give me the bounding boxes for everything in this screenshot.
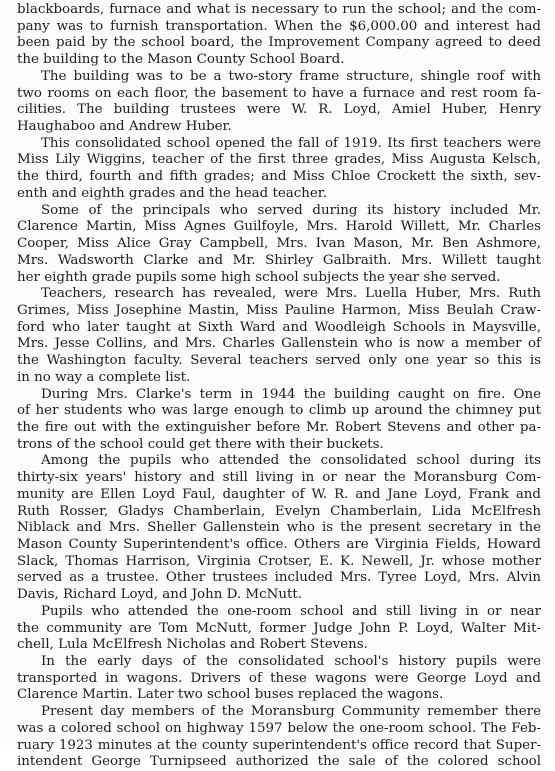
text-line: the Washington faculty. Several teachers served only one year so this is — [17, 353, 541, 369]
text-line: enth and eighth grades and the head teacher. — [17, 185, 327, 201]
text-line: was a colored school on highway 1597 below the one-room school. The Feb- — [17, 720, 541, 736]
text-line: Pupils who attended the one-room school and still living in or near — [41, 603, 541, 619]
text-line: ford who later taught at Sixth Ward and Woodleigh Schools in Maysville, — [17, 319, 541, 335]
text-line: Niblack and Mrs. Sheller Gallenstein who is the present secretary in the — [17, 520, 541, 536]
text-line: Teachers, research has revealed, were Mrs. Luella Huber, Mrs. Ruth — [41, 286, 541, 302]
text-line: Clarence Martin, Miss Agnes Guilfoyle, Mrs. Harold Willett, Mr. Charles — [17, 219, 541, 235]
text-line: During Mrs. Clarke's term in 1944 the building caught on fire. One — [41, 386, 541, 402]
text-block — [17, 2, 541, 771]
text-line: in no way a complete list. — [17, 369, 191, 385]
text-line: served as a trustee. Other trustees included Mrs. Tyree Loyd, Mrs. Alvin — [17, 570, 541, 586]
text-line: This consolidated school opened the fall of 1919. Its first teachers were — [41, 135, 541, 151]
text-line: the third, fourth and fifth grades; and Miss Chloe Crockett the sixth, sev- — [17, 169, 541, 185]
text-line: chell, Lula McElfresh Nicholas and Robert Stevens. — [17, 637, 368, 653]
text-line: ruary 1923 minutes at the county superintendent's office record that Super- — [17, 737, 541, 753]
text-line: trons of the school could get there with their buckets. — [17, 436, 384, 452]
text-line: Among the pupils who attended the consolidated school during its — [41, 453, 541, 469]
text-line: thirty-six years' history and still living in or near the Moransburg Com- — [17, 470, 541, 486]
text-line: Cooper, Miss Alice Gray Campbell, Mrs. Ivan Mason, Mr. Ben Ashmore, — [17, 236, 541, 252]
text-line: In the early days of the consolidated school's history pupils were — [41, 654, 541, 670]
text-line: Slack, Thomas Harrison, Virginia Crotser, E. K. Newell, Jr. whose mother — [17, 553, 541, 569]
text-line: Mrs. Wadsworth Clarke and Mr. Shirley Galbraith. Mrs. Willett taught — [17, 252, 541, 268]
text-line: her eighth grade pupils some high school subjects the year she served. — [17, 269, 501, 285]
text-line: Clarence Martin. Later two school buses replaced the wagons. — [17, 687, 444, 703]
text-line: pany was to furnish transportation. When the $6,000.00 and interest had — [17, 18, 541, 34]
text-line: Grimes, Miss Josephine Mastin, Miss Pauline Harmon, Miss Beulah Craw- — [17, 302, 541, 318]
text-line: transported in wagons. Drivers of these wagons were George Loyd and — [17, 670, 541, 686]
text-line: been paid by the school board, the Improvement Company agreed to deed — [17, 35, 541, 51]
text-line: Present day members of the Moransburg Community remember there — [41, 704, 541, 720]
text-line: Ruth Rosser, Gladys Chamberlain, Evelyn Chamberlain, Lida McElfresh — [17, 503, 541, 519]
text-line: Davis, Richard Loyd, and John D. McNutt. — [17, 587, 302, 603]
text-line: the fire out with the extinguisher before Mr. Robert Stevens and other pa- — [17, 419, 541, 435]
text-line: Some of the principals who served during its history included Mr. — [41, 202, 541, 218]
text-line: munity are Ellen Loyd Faul, daughter of W. R. and Jane Loyd, Frank and — [17, 486, 541, 502]
text-line: of her students who was large enough to climb up around the chimney put — [17, 403, 541, 419]
text-line: blackboards, furnace and what is necessary to run the school; and the com- — [17, 2, 541, 17]
text-line: Haughaboo and Andrew Huber. — [17, 119, 232, 135]
text-line: intendent George Turnipseed authorized the sale of the colored school — [17, 754, 541, 770]
text-line: Mason County Superintendent's office. Others are Virginia Fields, Howard — [17, 537, 541, 552]
text-line: Miss Lily Wiggins, teacher of the first three grades, Miss Augusta Kelsch, — [17, 152, 541, 168]
text-line: the building to the Mason County School Board. — [17, 52, 345, 68]
text-line: two rooms on each floor, the basement to have a furnace and rest room fa- — [17, 85, 541, 101]
text-line: Mrs. Jesse Collins, and Mrs. Charles Gallenstein who is now a member of — [17, 336, 541, 352]
text-line: The building was to be a two-story frame structure, shingle roof with — [41, 68, 541, 84]
text-line: the community are Tom McNutt, former Judge John P. Loyd, Walter Mit- — [17, 620, 541, 636]
text-line: cilities. The building trustees were W. R. Loyd, Amiel Huber, Henry — [17, 102, 541, 118]
